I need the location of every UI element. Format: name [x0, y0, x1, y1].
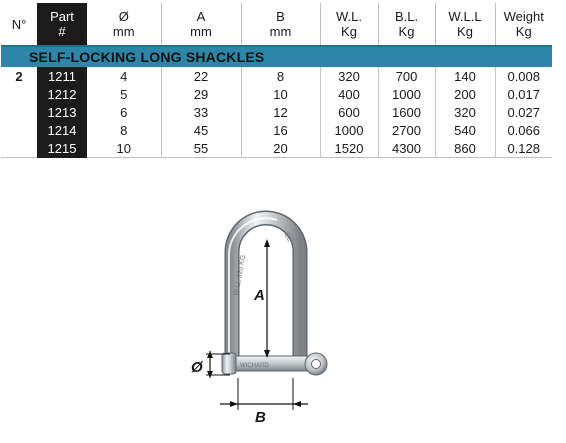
weight-value: 0.128	[495, 139, 552, 158]
table-row	[1, 67, 552, 85]
a-value: 29	[161, 85, 241, 103]
header-diameter-label: Ø	[118, 9, 129, 24]
header-a	[161, 3, 241, 46]
diameter-value: 6	[87, 103, 161, 121]
a-value: 55	[161, 139, 241, 158]
a-value: 22	[161, 67, 241, 85]
header-diameter	[87, 3, 161, 46]
header-diameter-unit: mm	[112, 24, 135, 39]
header-wll-label: W.L.L	[448, 9, 482, 24]
part-number: 1212	[37, 85, 87, 103]
part-number: 1215	[37, 139, 87, 158]
long-shackle-diagram	[180, 208, 370, 438]
wl-value: 1520	[320, 139, 378, 158]
header-weight-label: Weight	[503, 9, 544, 24]
wl-value: 400	[320, 85, 378, 103]
header-bl-unit: Kg	[398, 24, 415, 39]
header-wl	[320, 3, 378, 46]
a-value: 45	[161, 121, 241, 139]
table-row	[1, 85, 552, 103]
b-value: 12	[241, 103, 320, 121]
diameter-value: 10	[87, 139, 161, 158]
bl-value: 1000	[378, 85, 435, 103]
wl-value: 600	[320, 103, 378, 121]
wll-value: 200	[435, 85, 495, 103]
brand-engraving: WICHARD	[240, 363, 269, 369]
shackle-pin	[222, 353, 327, 375]
row-number	[1, 121, 37, 139]
dimension-a	[253, 239, 270, 358]
row-number	[1, 139, 37, 158]
part-number: 1214	[37, 121, 87, 139]
row-number	[1, 103, 37, 121]
b-value: 16	[241, 121, 320, 139]
ce-engraving: CE	[282, 231, 294, 244]
header-part-label: Part	[50, 9, 74, 24]
wl-value: 320	[320, 67, 378, 85]
dimension-b	[220, 378, 308, 426]
a-value: 33	[161, 103, 241, 121]
weight-value: 0.066	[507, 122, 541, 138]
bl-value: 700	[378, 67, 435, 85]
shackle-spec-table	[1, 3, 552, 158]
header-wll	[435, 3, 495, 46]
part-number: 1211	[37, 67, 87, 85]
header-wll-unit: Kg	[457, 24, 473, 39]
header-bl-label: B.L.	[394, 9, 419, 24]
table-row	[1, 103, 552, 121]
dimension-a-label: A	[254, 287, 265, 304]
wll-value: 860	[435, 139, 495, 158]
weight-value: 0.008	[507, 68, 541, 84]
header-part	[37, 3, 87, 46]
section-title-row	[1, 46, 552, 67]
wll-engraving: W.LL 320 KG	[233, 254, 248, 297]
weight-value: 0.027	[507, 104, 541, 120]
bl-value: 2700	[378, 121, 435, 139]
b-value: 10	[241, 85, 320, 103]
diameter-value: 5	[87, 85, 161, 103]
header-b-unit: mm	[269, 24, 292, 39]
header-wl-label: W.L.	[335, 9, 362, 24]
wll-value: 540	[435, 121, 495, 139]
diameter-value: 4	[87, 67, 161, 85]
wl-value: 1000	[320, 121, 378, 139]
bl-value: 1600	[378, 103, 435, 121]
table-header-row	[1, 3, 552, 46]
part-number: 1213	[37, 103, 87, 121]
b-value: 8	[241, 67, 320, 85]
dimension-diameter-label: Ø	[191, 359, 203, 376]
header-wl-unit: Kg	[341, 24, 357, 39]
wll-value: 140	[435, 67, 495, 85]
header-number	[1, 3, 37, 46]
header-number-label: N°	[11, 16, 27, 32]
row-number: 2	[15, 68, 23, 84]
header-b-label: B	[276, 9, 285, 24]
row-number	[1, 85, 37, 103]
bl-value: 4300	[378, 139, 435, 158]
header-a-label: A	[196, 9, 206, 24]
wll-value: 320	[435, 103, 495, 121]
header-bl	[378, 3, 435, 46]
b-value: 20	[241, 139, 320, 158]
section-title: SELF-LOCKING LONG SHACKLES	[1, 46, 552, 67]
header-weight-unit: Kg	[515, 24, 532, 39]
header-b	[241, 3, 320, 46]
header-part-sub: #	[58, 24, 66, 39]
header-weight	[495, 3, 552, 46]
header-a-unit: mm	[190, 24, 212, 39]
dimension-b-label: B	[255, 409, 266, 426]
table-row	[1, 139, 552, 158]
diameter-value: 8	[87, 121, 161, 139]
table-row	[1, 121, 552, 139]
weight-value: 0.017	[507, 86, 541, 102]
